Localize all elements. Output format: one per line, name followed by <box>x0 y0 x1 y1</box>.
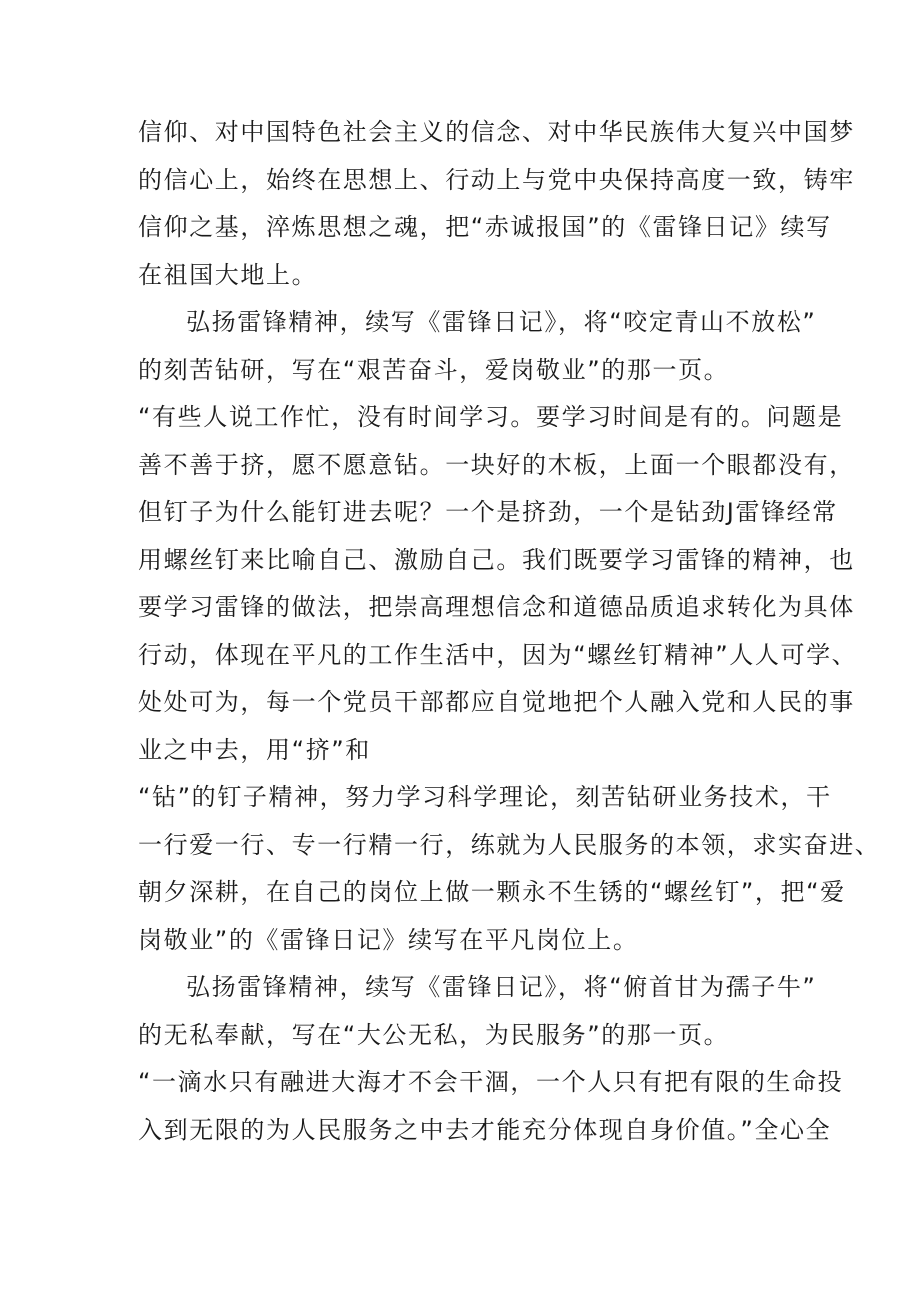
text-line: 的信心上，始终在思想上、行动上与党中央保持高度一致，铸牢 <box>138 166 855 194</box>
text-line: 处处可为，每一个党员干部都应自觉地把个人融入党和人民的事 <box>138 688 855 716</box>
text-line: 岗敬业”的《雷锋日记》续写在平凡岗位上。 <box>138 926 639 954</box>
paragraph-first-line: 弘扬雷锋精神，续写《雷锋日记》，将“俯首甘为孺子牛” <box>186 973 817 1001</box>
text-line: 入到无限的为人民服务之中去才能充分体现自身价值。”全心全 <box>138 1116 832 1144</box>
text-line: 信仰、对中国特色社会主义的信念、对中华民族伟大复兴中国梦 <box>138 118 855 146</box>
text-line: 业之中去，用“挤”和 <box>138 736 371 764</box>
text-line: 行动，体现在平凡的工作生活中，因为“螺丝钉精神”人人可学、 <box>138 641 858 669</box>
text-line: 用螺丝钉来比喻自己、激励自己。我们既要学习雷锋的精神，也 <box>138 546 855 574</box>
text-line: 要学习雷锋的做法，把崇高理想信念和道德品质追求转化为具体 <box>138 593 855 621</box>
text-line: 的刻苦钻研，写在“艰苦奋斗，爱岗敬业”的那一页。 <box>138 356 730 384</box>
text-line: 一行爱一行、专一行精一行，练就为人民服务的本领，求实奋进、 <box>138 831 881 859</box>
text-line: 信仰之基，淬炼思想之魂，把“赤诚报国”的《雷锋日记》续写 <box>138 213 832 241</box>
text-line: 善不善于挤，愿不愿意钻。一块好的木板，上面一个眼都没有， <box>138 451 855 479</box>
text-line: 的无私奉献，写在“大公无私，为民服务”的那一页。 <box>138 1021 730 1049</box>
text-line: “有些人说工作忙，没有时间学习。要学习时间是有的。问题是 <box>138 403 844 431</box>
text-line: 但钉子为什么能钉进去呢？一个是挤劲，一个是钻劲J雷锋经常 <box>138 498 838 526</box>
text-line: 朝夕深耕，在自己的岗位上做一颗永不生锈的“螺丝钉”，把“爱 <box>138 878 846 906</box>
paragraph-first-line: 弘扬雷锋精神，续写《雷锋日记》，将“咬定青山不放松” <box>186 308 817 336</box>
text-line: 在祖国大地上。 <box>138 261 318 289</box>
text-line: “一滴水只有融进大海才不会干涸，一个人只有把有限的生命投 <box>138 1068 844 1096</box>
text-line: “钻”的钉子精神，努力学习科学理论，刻苦钻研业务技术，干 <box>138 783 832 811</box>
